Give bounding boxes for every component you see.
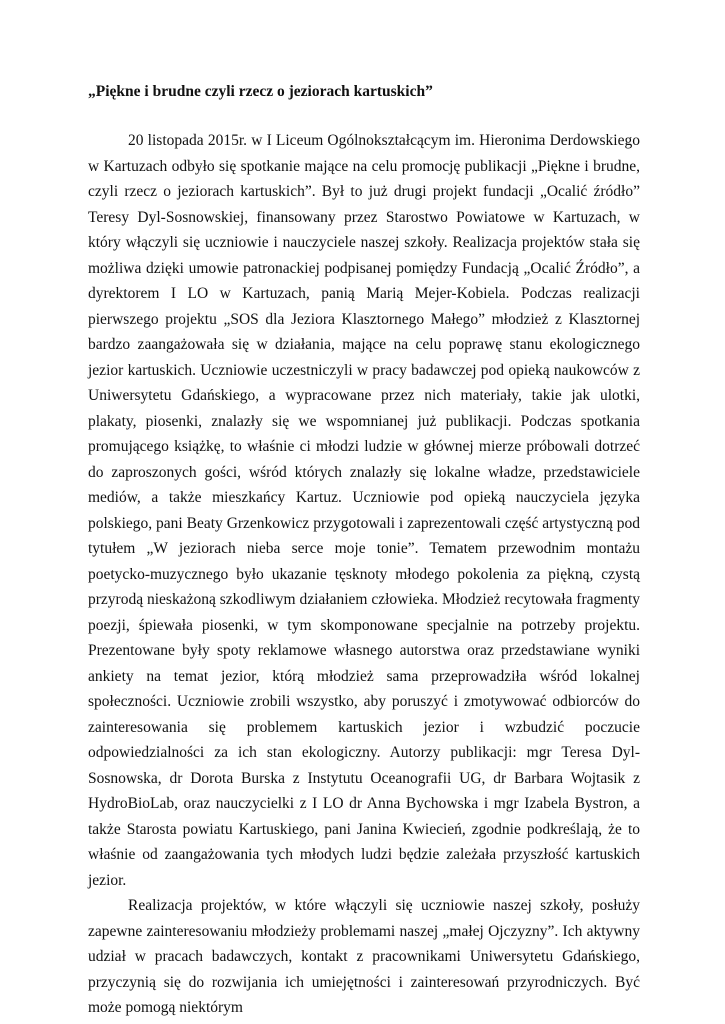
document-page (88, 80, 640, 1021)
document-title: „Piękne i brudne czyli rzecz o jeziorach kartuskich” (88, 83, 433, 100)
paragraph-event: 20 listopada 2015r. w I Liceum Ogólnokształcącym im. Hieronima Derdowskiego w Kartuzach odbyło się spotkanie mające na celu promocję publikacji „Piękne i brudne, czyli rzecz o jeziorach kartuskich”. Był to już drugi projekt fundacji „Ocalić źródło” Teresy Dyl-Sosnowskiej, finansowany przez Starostwo Powiatowe w Kartuzach, w który włączyli się uczniowie i nauczyciele naszej szkoły. Realizacja projektów stała się możliwa dzięki umowie patronackiej podpisanej pomiędzy Fundacją „Ocalić Źródło”, a dyrektorem I LO w Kartuzach, panią Marią Mejer-Kobiela. Podczas realizacji pierwszego projektu „SOS dla Jeziora Klasztornego Małego” młodzież z Klasztornej bardzo zaangażowała się w działania, mające na celu poprawę stanu ekologicznego jezior kartuskich. Uczniowie uczestniczyli w pracy badawczej pod opieką naukowców z Uniwersytetu Gdańskiego, a wypracowane przez nich materiały, takie jak ulotki, plakaty, piosenki, znalazły się we wspomnianej już publikacji. Podczas spotkania promującego książkę, to właśnie ci młodzi ludzie w głównej mierze próbowali dotrzeć do zaproszonych gości, wśród których znalazły się lokalne władze, przedstawiciele mediów, a także mieszkańcy Kartuz. Uczniowie pod opieką nauczyciela języka polskiego, pani Beaty Grzenkowicz przygotowali i zaprezentowali część artystyczną pod tytułem „W jeziorach nieba serce moje tonie”. Tematem przewodnim montażu poetycko-muzycznego było ukazanie tęsknoty młodego pokolenia za piękną, czystą przyrodą nieskażoną szkodliwym działaniem człowieka. Młodzież recytowała fragmenty poezji, śpiewała piosenki, w tym skomponowane specjalnie na potrzeby projektu. Prezentowane były spoty reklamowe własnego autorstwa oraz przedstawiane wyniki ankiety na temat jezior, którą młodzież sama przeprowadziła wśród lokalnej społeczności. Uczniowie zrobili wszystko, aby poruszyć i zmotywować odbiorców do zainteresowania się problemem kartuskich jezior i wzbudzić poczucie odpowiedzialności za ich stan ekologiczny. Autorzy publikacji: mgr Teresa Dyl-Sosnowska, dr Dorota Burska z Instytutu Oceanografii UG, dr Barbara Wojtasik z HydroBioLab, oraz nauczycielki z I LO dr Anna Bychowska i mgr Izabela Bystron, a także Starosta powiatu Kartuskiego, pani Janina Kwiecień, zgodnie podkreślają, że to właśnie od zaangażowania tych młodych ludzi będzie zależała przyszłość kartuskich jezior. (88, 132, 640, 889)
paragraph-conclusion: Realizacja projektów, w które włączyli się uczniowie naszej szkoły, posłuży zapewne zainteresowaniu młodzieży problemami naszej „małej Ojczyzny”. Ich aktywny udział w pracach badawczych, kontakt z pracownikami Uniwersytetu Gdańskiego, przyczynią się do rozwijania ich umiejętności i zainteresowań przyrodniczych. Być może pomogą niektórym (88, 897, 640, 1016)
